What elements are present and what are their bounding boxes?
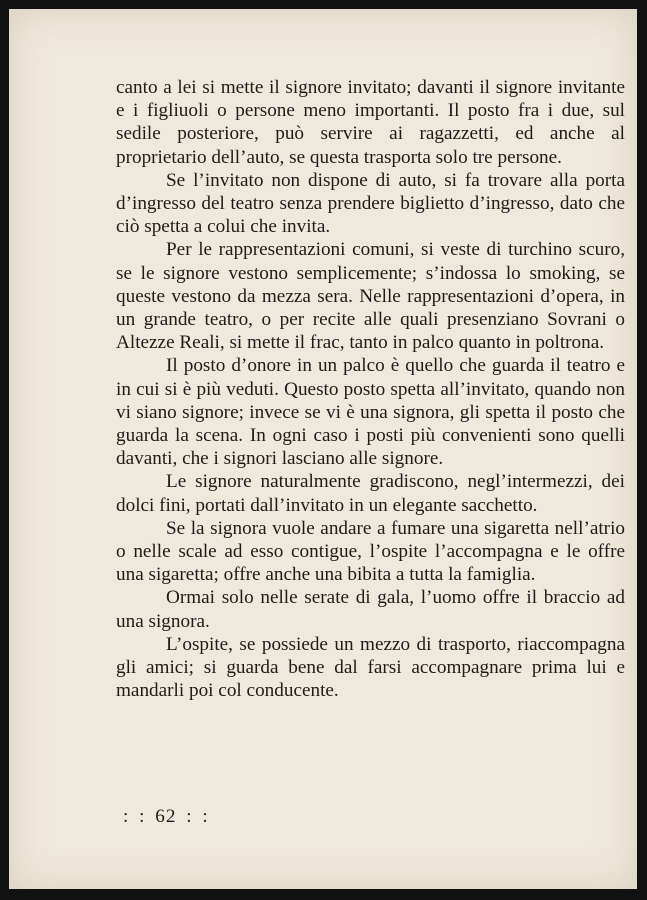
body-text [116, 76, 625, 702]
paragraph: Se l’invitato non dispone di auto, si fa trovare alla porta d’ingresso del teatro senza prendere biglietto d’ingresso, dato che ciò spetta a colui che invita. [116, 169, 625, 238]
paragraph: Il posto d’onore in un palco è quello che guarda il teatro e in cui si è più veduti. Questo posto spetta all’invitato, quando non vi siano signore; invece se vi è una signora, gli spetta il posto che guarda la scena. In ogni caso i posti più convenienti sono quelli davanti, che i signori lasciano alle signore. [116, 355, 625, 470]
paragraph: Le signore naturalmente gradiscono, negl’intermezzi, dei dolci fini, portati dall’invitato in un elegante sacchetto. [116, 471, 625, 516]
paragraph: Se la signora vuole andare a fumare una sigaretta nell’atrio o nelle scale ad esso contigue, l’ospite l’accompagna e le offre una sigaretta; offre anche una bibita a tutta la famiglia. [116, 517, 625, 586]
paragraph: canto a lei si mette il signore invitato; davanti il signore invitante e i figliuoli o persone meno importanti. Il posto fra i due, sul sedile posteriore, può servire ai ragazzetti, ed anche al proprietario dell’auto, se questa trasporta solo tre persone. [116, 77, 625, 168]
book-page [9, 9, 637, 889]
paragraph: Ormai solo nelle serate di gala, l’uomo offre il braccio ad una signora. [116, 587, 625, 632]
page-number: : : 62 : : [123, 806, 209, 827]
paragraph: L’ospite, se possiede un mezzo di trasporto, riaccompagna gli amici; si guarda bene dal farsi accompagnare prima lui e mandarli poi col conducente. [116, 633, 625, 702]
paragraph: Per le rappresentazioni comuni, si veste di turchino scuro, se le signore vestono semplicemente; s’indossa lo smoking, se queste vestono da mezza sera. Nelle rappresentazioni d’opera, in un grande teatro, o per recite alle quali presenziano Sovrani o Altezze Reali, si mette il frac, tanto in palco quanto in poltrona. [116, 239, 625, 354]
